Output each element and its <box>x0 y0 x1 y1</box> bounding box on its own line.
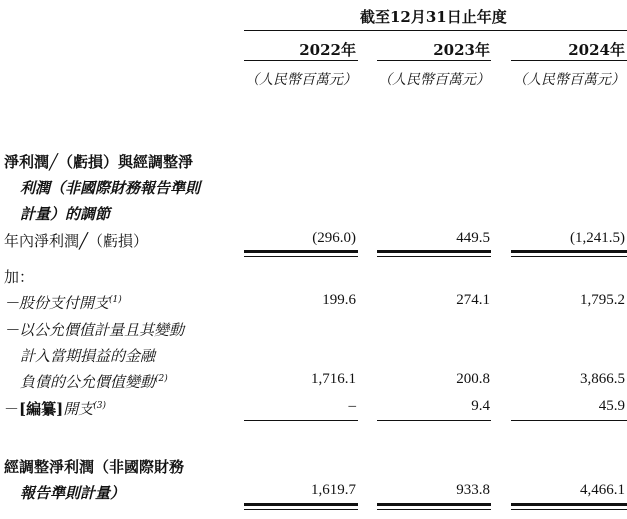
adjusted-net-2023: 933.8 <box>456 482 490 498</box>
redacted-expense-label <box>4 398 106 419</box>
net-profit-label: 年內淨利潤╱（虧損） <box>4 232 149 250</box>
fair-value-2024: 3,866.5 <box>580 371 625 387</box>
share-based-2023: 274.1 <box>456 292 490 308</box>
unit-2023: （人民幣百萬元） <box>378 72 490 88</box>
share-based-label <box>4 292 122 313</box>
subtotal-rule-2022 <box>244 420 358 421</box>
add-label: 加： <box>4 268 35 286</box>
redacted-2022: – <box>348 398 356 414</box>
fair-value-line3 <box>20 371 168 392</box>
year-rule-2024 <box>511 60 627 61</box>
adjusted-net-line2: 報告準則計量） <box>20 484 126 502</box>
net-rule-2024-b <box>511 256 627 257</box>
unit-2022: （人民幣百萬元） <box>245 72 357 88</box>
adjusted-net-line1: 經調整淨利潤（非國際財務 <box>4 458 185 476</box>
net-profit-2023: 449.5 <box>456 230 490 246</box>
fair-value-note: (2) <box>155 374 168 384</box>
net-rule-2022-b <box>244 256 358 257</box>
net-profit-2022: (296.0) <box>312 230 356 246</box>
section-title-line1: 淨利潤╱（虧損）與經調整淨 <box>4 153 194 171</box>
year-2024-header: 2024年 <box>568 41 625 59</box>
fair-value-line2: 計入當期損益的金融 <box>20 347 156 365</box>
year-2022-header: 2022年 <box>299 41 356 59</box>
year-rule-2023 <box>377 60 491 61</box>
redacted-marker: [編纂] <box>19 400 64 418</box>
section-title-line2: 利潤（非國際財務報告準則 <box>20 179 201 197</box>
unit-2024: （人民幣百萬元） <box>513 72 625 88</box>
fair-value-2023: 200.8 <box>456 371 490 387</box>
fair-value-line1: －以公允價值計量且其變動 <box>4 321 185 339</box>
total-rule-2023-a <box>377 503 491 506</box>
share-based-note: (1) <box>109 295 122 305</box>
header-rule <box>244 30 627 31</box>
total-rule-2023-b <box>377 509 491 510</box>
net-rule-2023-b <box>377 256 491 257</box>
net-profit-2024: (1,241.5) <box>570 230 625 246</box>
subtotal-rule-2023 <box>377 420 491 421</box>
redacted-note: (3) <box>93 401 106 411</box>
adjusted-net-2024: 4,466.1 <box>580 482 625 498</box>
total-rule-2024-a <box>511 503 627 506</box>
year-2023-header: 2023年 <box>433 41 490 59</box>
total-rule-2024-b <box>511 509 627 510</box>
redacted-2023: 9.4 <box>471 398 490 414</box>
redacted-2024: 45.9 <box>598 398 625 414</box>
share-based-2024: 1,795.2 <box>580 292 625 308</box>
section-title-line3: 計量）的調節 <box>20 205 111 223</box>
total-rule-2022-a <box>244 503 358 506</box>
fair-value-line3-text: 負債的公允價值變動 <box>20 373 156 391</box>
period-header: 截至12月31日止年度 <box>360 8 507 26</box>
net-rule-2024-a <box>511 250 627 253</box>
adjusted-net-2022: 1,619.7 <box>311 482 356 498</box>
year-rule-2022 <box>244 60 358 61</box>
redacted-prefix: － <box>4 400 20 418</box>
share-based-2022: 199.6 <box>322 292 356 308</box>
net-rule-2022-a <box>244 250 358 253</box>
share-based-text: －股份支付開支 <box>4 294 110 312</box>
total-rule-2022-b <box>244 509 358 510</box>
subtotal-rule-2024 <box>511 420 627 421</box>
redacted-suffix: 開支 <box>63 400 94 418</box>
net-rule-2023-a <box>377 250 491 253</box>
fair-value-2022: 1,716.1 <box>311 371 356 387</box>
